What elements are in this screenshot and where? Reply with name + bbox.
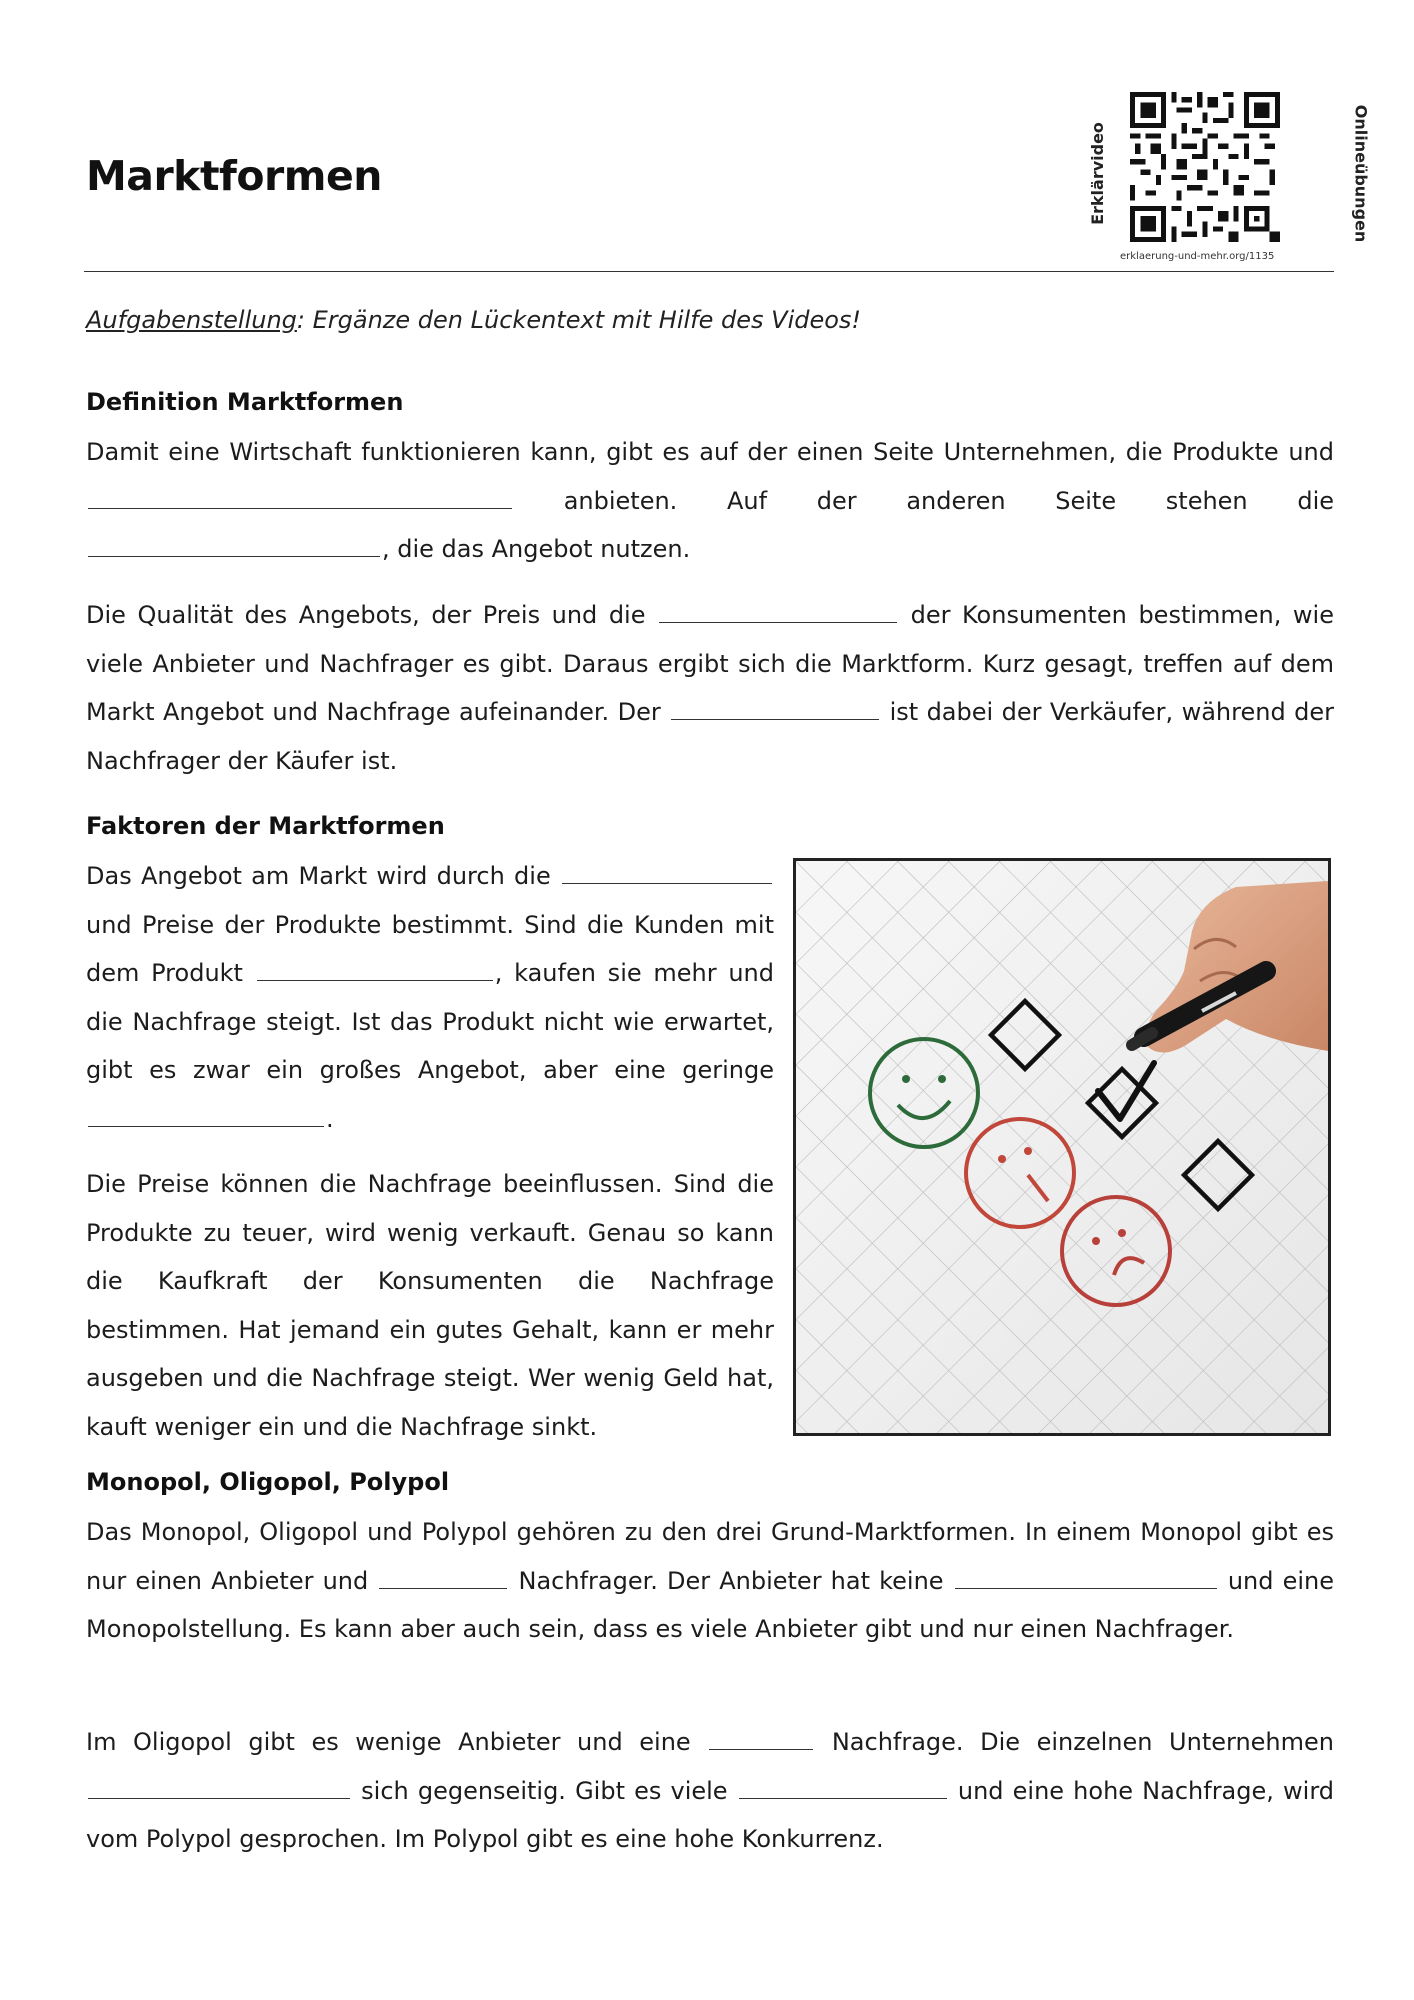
gap-blank[interactable]	[739, 1774, 947, 1799]
gap-blank[interactable]	[379, 1564, 507, 1589]
paragraph-faktoren-1	[86, 852, 774, 1143]
gap-blank[interactable]	[88, 1102, 324, 1127]
heading-definition: Definition Marktformen	[86, 388, 404, 416]
text-segment: der Konsumenten bestimmen, wie viele Anbieter und Nachfrager es gibt. Daraus ergibt sich die Marktform. Kurz gesagt, treffen auf dem Markt Angebot und Nachfrage aufeinander. Der	[86, 601, 1334, 726]
qr-code-area	[1080, 88, 1371, 272]
survey-smileys-checkbox-icon	[796, 861, 1328, 1433]
paragraph-faktoren-2: Die Preise können die Nachfrage beeinflussen. Sind die Produkte zu teuer, wird wenig verkauft. Genau so kann die Kaufkraft der Konsumenten die Nachfrage bestimmen. Hat jemand ein gutes Gehalt, kann er mehr ausgeben und die Nachfrage steigt. Wer wenig Geld hat, kauft weniger ein und die Nachfrage sinkt.	[86, 1170, 774, 1441]
header-divider	[84, 271, 1334, 272]
text-segment: und Preise der Produkte bestimmt. Sind die Kunden mit dem Produkt	[86, 910, 774, 987]
text-segment: Nachfrage. Die einzelnen Unternehmen	[831, 1728, 1334, 1756]
text-segment: Im Oligopol gibt es wenige Anbieter und eine	[86, 1728, 691, 1756]
gap-blank[interactable]	[88, 532, 380, 557]
gap-blank[interactable]	[562, 859, 772, 884]
text-segment: Das Monopol, Oligopol und Polypol gehören zu den drei Grund-Marktformen. In einem Monopol gibt es nur einen Anbieter und	[86, 1518, 1334, 1595]
heading-faktoren: Faktoren der Marktformen	[86, 812, 445, 840]
text-segment: und eine Monopolstellung. Es kann aber auch sein, dass es viele Anbieter gibt und nur einen Nachfrager.	[86, 1566, 1335, 1643]
page-title: Marktformen	[86, 152, 382, 200]
gap-blank[interactable]	[88, 484, 512, 509]
paragraph-monopol-1	[86, 1508, 1334, 1654]
text-segment: sich gegenseitig. Gibt es viele	[361, 1776, 728, 1805]
text-segment: Damit eine Wirtschaft funktionieren kann, gibt es auf der einen Seite Unternehmen, die Produkte und	[86, 438, 1334, 466]
paragraph-monopol-2	[86, 1718, 1334, 1864]
task-text: : Ergänze den Lückentext mit Hilfe des Videos!	[296, 306, 862, 334]
text-segment: ist dabei der Verkäufer, während der Nachfrager der Käufer ist.	[86, 698, 1334, 775]
task-label: Aufgabenstellung	[86, 306, 297, 334]
heading-monopol: Monopol, Oligopol, Polypol	[86, 1468, 450, 1496]
text-segment: .	[326, 1104, 334, 1133]
gap-blank[interactable]	[88, 1774, 350, 1799]
qr-code-icon[interactable]	[1130, 92, 1280, 242]
gap-blank[interactable]	[257, 956, 493, 981]
task-instruction	[86, 306, 861, 334]
text-segment: , kaufen sie mehr und die Nachfrage steigt. Ist das Produkt nicht wie erwartet, gibt es zwar ein großes Angebot, aber eine geringe	[86, 959, 775, 1084]
qr-right-label: Onlineübungen	[1351, 104, 1371, 243]
qr-left-label: Erklärvideo	[1087, 122, 1107, 225]
survey-image	[793, 858, 1331, 1436]
text-segment: und eine hohe Nachfrage, wird vom Polypol gesprochen. Im Polypol gibt es eine hohe Konkurrenz.	[86, 1776, 1335, 1853]
paragraph-definition-2	[86, 591, 1334, 785]
text-segment: , die das Angebot nutzen.	[382, 535, 691, 563]
gap-blank[interactable]	[659, 598, 897, 623]
gap-blank[interactable]	[709, 1725, 813, 1750]
text-segment: Die Qualität des Angebots, der Preis und die	[86, 601, 646, 629]
text-segment: Nachfrager. Der Anbieter hat keine	[518, 1566, 944, 1595]
text-segment: Das Angebot am Markt wird durch die	[86, 862, 551, 890]
gap-blank[interactable]	[671, 695, 879, 720]
qr-url: erklaerung-und-mehr.org/1135	[1120, 251, 1275, 262]
text-segment: anbieten. Auf der anderen Seite stehen die	[563, 486, 1334, 515]
paragraph-definition-1	[86, 428, 1334, 574]
gap-blank[interactable]	[955, 1564, 1217, 1589]
